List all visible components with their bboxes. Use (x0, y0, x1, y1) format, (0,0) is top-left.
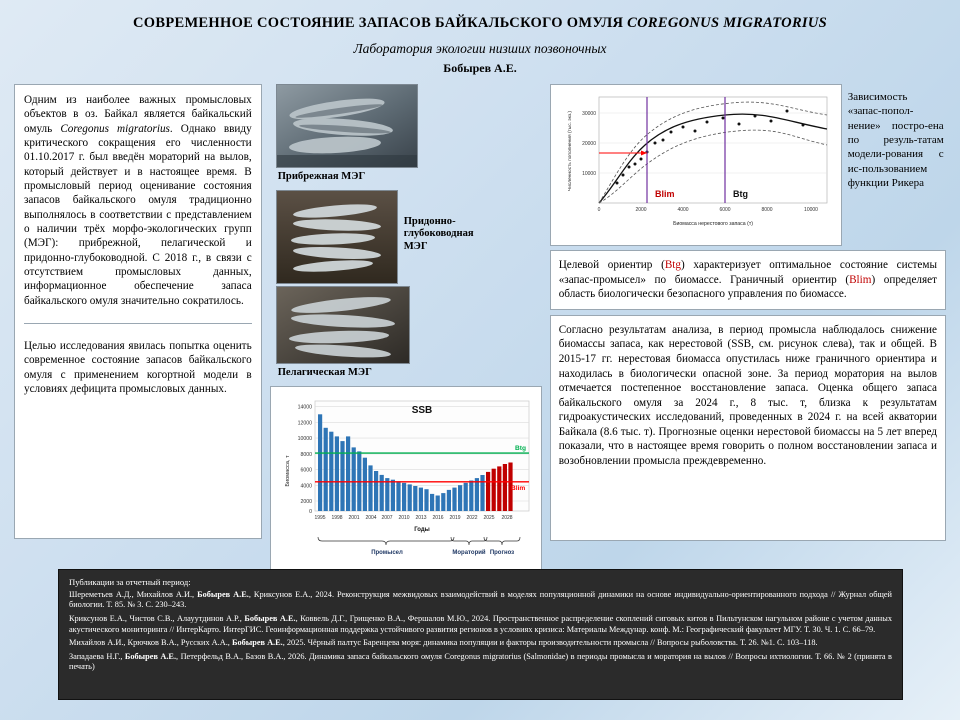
ref-post: , 2025. Чёрный палтус Баренцева моря: динамика популяции и факторы производительности промысла // Вопросы рыболовства. Т. 26. №1. С. 103–118. (282, 638, 818, 648)
svg-text:8000: 8000 (761, 207, 773, 214)
sr-blim-label: Blim (654, 189, 675, 200)
reference-points-note-box (550, 250, 946, 310)
svg-text:12000: 12000 (297, 420, 312, 427)
column-left (14, 84, 262, 579)
svg-text:2025: 2025 (483, 515, 495, 522)
svg-text:8000: 8000 (300, 452, 312, 459)
svg-text:0: 0 (308, 509, 312, 516)
results-note: Согласно результатам анализа, в период промысла наблюдалось снижение биомассы запаса, как нерестовой (SSB, см. рисунок слева), так и общей. В 2015-17 гг. нерестовая биомасса опустилась ниже граничного ориентира и находилась в биологически опасной зоне. За период моратория на вылов отмечается постепенное восстановление запаса. Оценка общего запаса байкальского омуля за 2024 г., 8 тыс. т, близка к результатам гидроакустических исследований, проведенных в 2024 г. на всей акватории Байкала (8.6 тыс. т). Прогнозные оценки нерестовой биомассы на 5 лет вперед показали, что в настоящее время говорить о полном восстановлении запаса и возобновлении промысла преждевременно. (558, 323, 937, 467)
ref-post: , Петерфельд В.А., Базов В.А., 2026. Динамика запаса байкальского омуля Coregonus migratorius (Salmonidae) в периоды промысла и моратория на вылов // Вопросы ихтиологии. Т. 66. № 2 (принята в печать) (69, 651, 892, 672)
note1-blim: Blim (849, 273, 872, 286)
ref-author: Бобырев А.Е. (231, 638, 283, 648)
ref-author: Бобырев А.Е. (197, 589, 249, 599)
svg-text:2016: 2016 (432, 515, 444, 522)
reference-item (69, 638, 892, 649)
svg-text:2010: 2010 (398, 515, 410, 522)
ref-post: , Коввель Д.Г., Грищенко В.А., Фершалов М.Ю., 2024. Пространственное распределение скоплений сиговых китов в Пильтунском нагульном районе с учетом данных акустического мониторинга // ИнтерКарто. ИнтерГИС. Геоинформационная поддержка устойчивого развития регионов в условиях кризиса: Материалы Междунар. конф. М.: Географический факультет МГУ. Т. 30. Ч. 1. С. 66–79. (69, 613, 892, 634)
svg-text:10000: 10000 (581, 171, 596, 178)
svg-text:0: 0 (597, 207, 601, 214)
sr-ylabel: Численность пополнения (тыс. экз.) (567, 111, 573, 192)
svg-text:2013: 2013 (415, 515, 427, 522)
ssb-chart (275, 391, 539, 576)
svg-text:2007: 2007 (381, 515, 393, 522)
photo-caption-coastal: Прибрежная МЭГ (277, 171, 366, 183)
svg-text:2022: 2022 (466, 515, 478, 522)
period-label-fishery: Промысел (370, 550, 403, 557)
svg-text:2000: 2000 (300, 499, 312, 506)
reference-item (69, 652, 892, 673)
svg-text:6000: 6000 (300, 468, 312, 475)
svg-text:30000: 30000 (581, 111, 596, 118)
intro-part-a: Одним из наиболее важных промысловых объектов в оз. Байкал является байкальский омуль (24, 94, 252, 135)
ssb-ylabel: Биомасса, т (284, 455, 291, 488)
svg-text:6000: 6000 (719, 207, 731, 214)
lab-subtitle: Лаборатория экологии низших позвоночных (353, 41, 607, 57)
blim-label: Blim (510, 485, 525, 493)
svg-text:2028: 2028 (501, 515, 513, 522)
poster-columns (0, 78, 960, 579)
reference-item (69, 590, 892, 611)
results-note-box (550, 315, 946, 541)
ssb-chart-box (270, 386, 542, 579)
photo-deepwater-meg (276, 190, 398, 284)
svg-text:4000: 4000 (300, 483, 312, 490)
stock-recruitment-chart (555, 89, 839, 243)
photo-caption-pelagic: Пелагическая МЭГ (277, 367, 372, 379)
svg-text:1998: 1998 (331, 515, 343, 522)
intro-paragraph (15, 85, 261, 316)
btg-label: Btg (514, 445, 526, 453)
ref-pre: Шереметьев А.Д., Михайлов А.И., (69, 589, 198, 599)
photo-caption-deepwater: Придонно-глубоководная МЭГ (403, 216, 474, 252)
intro-text-box (14, 84, 262, 539)
divider (24, 323, 252, 324)
ref-pre: Западаева Н.Г., (69, 651, 125, 661)
svg-text:10000: 10000 (297, 436, 312, 443)
ref-post: , Криксунов Е.А., 2024. Реконструкция межвидовых взаимодействий в моделях популяционной динамики на основе индивидуально-ориентированного подхода // Журнал общей биологии. Т. 85. № 3. С. 230–243. (69, 589, 892, 610)
note1-b: ) характеризует оптимальное состояние системы «запас-промысел» по биомассе. Граничный ориентир ( (558, 259, 937, 286)
photo-group-1 (276, 84, 542, 188)
column-right (550, 84, 946, 579)
svg-text:20000: 20000 (581, 141, 596, 148)
page-title-species: COREGONUS MIGRATORIUS (627, 15, 827, 31)
ssb-title: SSB (411, 405, 432, 417)
reference-points-note (551, 251, 945, 309)
ref-author: Бобырев А.Е. (244, 613, 296, 623)
goal-paragraph: Целью исследования явилась попытка оценить современное состояние запасов байкальского омуля с применением когортной модели в условиях дефицита промысловых данных. (24, 340, 252, 396)
note1-c: ) определяет область биологически безопасного управления по биомассе. (558, 273, 937, 301)
period-label-moratorium: Мораторий (452, 550, 486, 557)
poster-header (0, 0, 960, 78)
note1-a: Целевой ориентир ( (558, 259, 665, 272)
ref-pre: Михайлов А.И., Крючков В.А., Русских А.А., (69, 638, 232, 648)
author-name: Бобырев А.Е. (443, 61, 517, 76)
sr-chart-box (550, 84, 842, 246)
fish-photo-2-svg (277, 191, 397, 283)
photo-group-3 (276, 286, 542, 384)
note1-btg: Btg (664, 259, 681, 272)
page-title (40, 14, 920, 32)
references-panel (58, 569, 903, 700)
sr-row (550, 84, 946, 246)
sr-btg-label: Btg (732, 189, 748, 200)
ref-pre: Криксунов Е.А., Чистов С.В., Алауутдинов А.Р., (69, 613, 245, 623)
photo-pelagic-meg (276, 286, 410, 364)
fish-photo-3-svg (277, 287, 409, 363)
svg-text:1995: 1995 (314, 515, 326, 522)
svg-text:2019: 2019 (449, 515, 461, 522)
reference-item (69, 614, 892, 635)
ref-author: Бобырев А.Е. (124, 651, 177, 661)
svg-text:10000: 10000 (803, 207, 818, 214)
references-heading: Публикации за отчетный период: (69, 577, 191, 587)
ssb-xlabel: Годы (413, 527, 430, 534)
sr-caption: Зависимость «запас-попол-нение» постро-ена по резуль-татам модели-рования с ис-пользованием функции Рикера (847, 91, 944, 189)
period-label-forecast: Прогноз (489, 550, 514, 557)
species-italic: Coregonus migratorius (60, 122, 170, 135)
svg-text:4000: 4000 (677, 207, 689, 214)
svg-text:14000: 14000 (297, 405, 312, 412)
column-middle (270, 84, 542, 579)
svg-text:2000: 2000 (635, 207, 647, 214)
page-title-main: СОВРЕМЕННОЕ СОСТОЯНИЕ ЗАПАСОВ БАЙКАЛЬСКОГО ОМУЛЯ (133, 15, 628, 31)
fish-photo-1-svg (277, 85, 417, 167)
photo-group-2 (276, 190, 542, 284)
svg-text:2001: 2001 (348, 515, 360, 522)
sr-xlabel: Биомасса нерестового запаса (т) (672, 221, 753, 228)
photo-coastal-meg (276, 84, 418, 168)
svg-text:2004: 2004 (365, 515, 377, 522)
intro-part-b: . Однако ввиду критического сокращения его численности 01.10.2017 г. был введён мораторий на вылов, который действует и в настоящее время. В промысловый период оценивание состояния запасов байкальского омуля традиционно выполнялось в соответствии с представлением о наличии трёх морфо-экологических групп (МЭГ): прибрежной, пелагической и придонно-глубоководной. С 2018 г., в связи с отсутствием промысловых данных, информационное обеспечение запаса байкальского омуля значительно сократилось. (24, 122, 252, 307)
